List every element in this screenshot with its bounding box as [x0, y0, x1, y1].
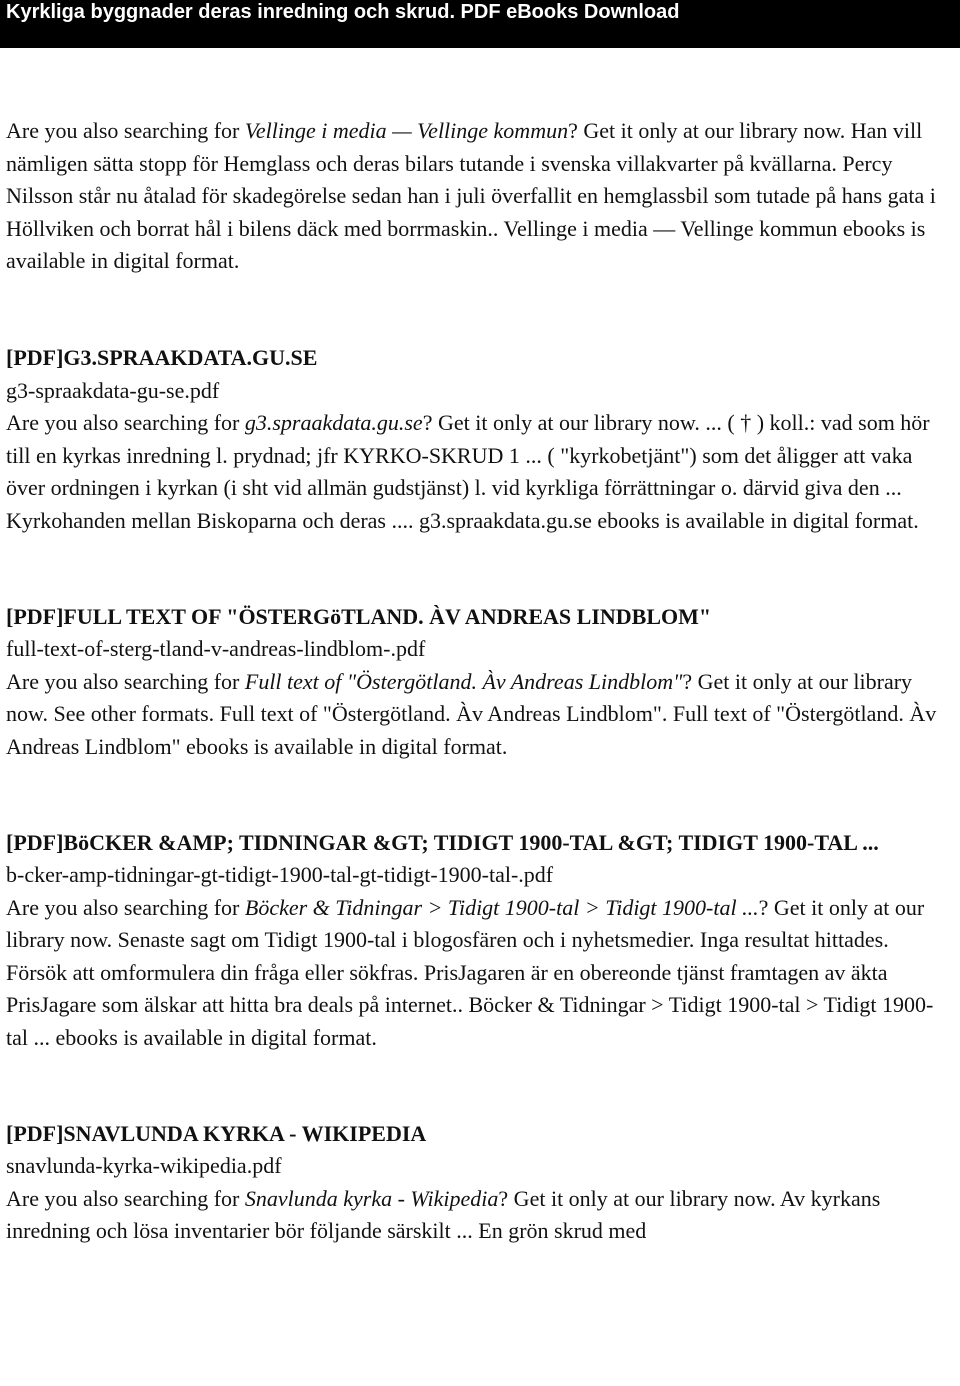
result-item: [6, 827, 954, 1055]
result-title[interactable]: [PDF]SNAVLUNDA KYRKA - WIKIPEDIA: [6, 1120, 427, 1146]
result-prefix: Are you also searching for: [6, 1185, 245, 1211]
intro-text: [6, 115, 954, 278]
result-body: ? Get it only at our library now. See other formats. Full text of "Östergötland. Àv Andreas Lindblom". Full text of "Östergötland. Àv Andreas Lindblom" ebooks is available in digital format.: [6, 668, 937, 759]
result-query: Full text of "Östergötland. Àv Andreas Lindblom": [244, 668, 683, 694]
result-title[interactable]: [PDF]BöCKER &AMP; TIDNINGAR &GT; TIDIGT 1900-TAL &GT; TIDIGT 1900-TAL ...: [6, 829, 879, 855]
result-filename: snavlunda-kyrka-wikipedia.pdf: [6, 1153, 282, 1179]
result-query: Snavlunda kyrka - Wikipedia: [244, 1185, 499, 1211]
main-content: [0, 115, 960, 1248]
result-title[interactable]: [PDF]G3.SPRAAKDATA.GU.SE: [6, 344, 318, 370]
intro-body: ? Get it only at our library now. Han vill nämligen sätta stopp för Hemglass och deras bilars tutande i svenska villakvarter på kvällarna. Percy Nilsson står nu åtalad för skadegörelse sedan han i juli överfallit en hemglassbil som tutade på hans gata i Höllviken och borrat hål i bilens däck med borrmaskin.. Vellinge i media — Vellinge kommun ebooks is available in digital format.: [6, 118, 936, 274]
result-query: g3.spraakdata.gu.se: [244, 410, 423, 436]
result-body: ? Get it only at our library now. Av kyrkans inredning och lösa inventarier bör följande särskilt ... En grön skrud med: [6, 1185, 881, 1244]
result-prefix: Are you also searching for: [6, 410, 245, 436]
page-header: [0, 0, 960, 48]
result-filename: g3-spraakdata-gu-se.pdf: [6, 377, 220, 403]
result-prefix: Are you also searching for: [6, 668, 245, 694]
intro-query: Vellinge i media — Vellinge kommun: [244, 118, 569, 143]
result-description: [6, 892, 954, 1055]
result-query: Böcker & Tidningar > Tidigt 1900-tal > Tidigt 1900-tal ...: [244, 894, 759, 920]
result-body: ? Get it only at our library now. Senaste sagt om Tidigt 1900-tal i blogosfären och i nyhetsmedier. Inga resultat hittades. Försök att omformulera din fråga eller sökfras. PrisJagaren är en obereonde tjänst framtagen av äkta PrisJagare som älskar att hitta bra deals på internet.. Böcker & Tidningar > Tidigt 1900-tal > Tidigt 1900-tal ... ebooks is available in digital format.: [6, 894, 934, 1051]
result-item: [6, 342, 954, 538]
result-item: [6, 1118, 954, 1248]
result-filename: b-cker-amp-tidningar-gt-tidigt-1900-tal-gt-tidigt-1900-tal-.pdf: [6, 862, 554, 888]
result-item: [6, 601, 954, 764]
page-title: Kyrkliga byggnader deras inredning och skrud. PDF eBooks Download: [6, 1, 680, 23]
result-description: [6, 1183, 954, 1248]
result-description: [6, 407, 954, 537]
result-body: ? Get it only at our library now. ... ( † ) koll.: vad som hör till en kyrkas inredning l. prydnad; jfr KYRKO-SKRUD 1 ... ( "kyrkobetjänt") som det åligger att vaka över ordningen i kyrkan (i sht vid allmän gudstjänst) l. vid kyrkliga förrättningar o. därvid giva den ... Kyrkohanden mellan Biskoparna och deras .... g3.spraakdata.gu.se ebooks is available in digital format.: [6, 410, 930, 533]
result-title[interactable]: [PDF]FULL TEXT OF "ÖSTERGöTLAND. ÀV ANDREAS LINDBLOM": [6, 603, 712, 629]
result-prefix: Are you also searching for: [6, 894, 245, 920]
intro-block: [6, 115, 954, 278]
result-description: [6, 666, 954, 764]
intro-prefix: Are you also searching for: [6, 118, 245, 143]
result-filename: full-text-of-sterg-tland-v-andreas-lindblom-.pdf: [6, 636, 426, 662]
